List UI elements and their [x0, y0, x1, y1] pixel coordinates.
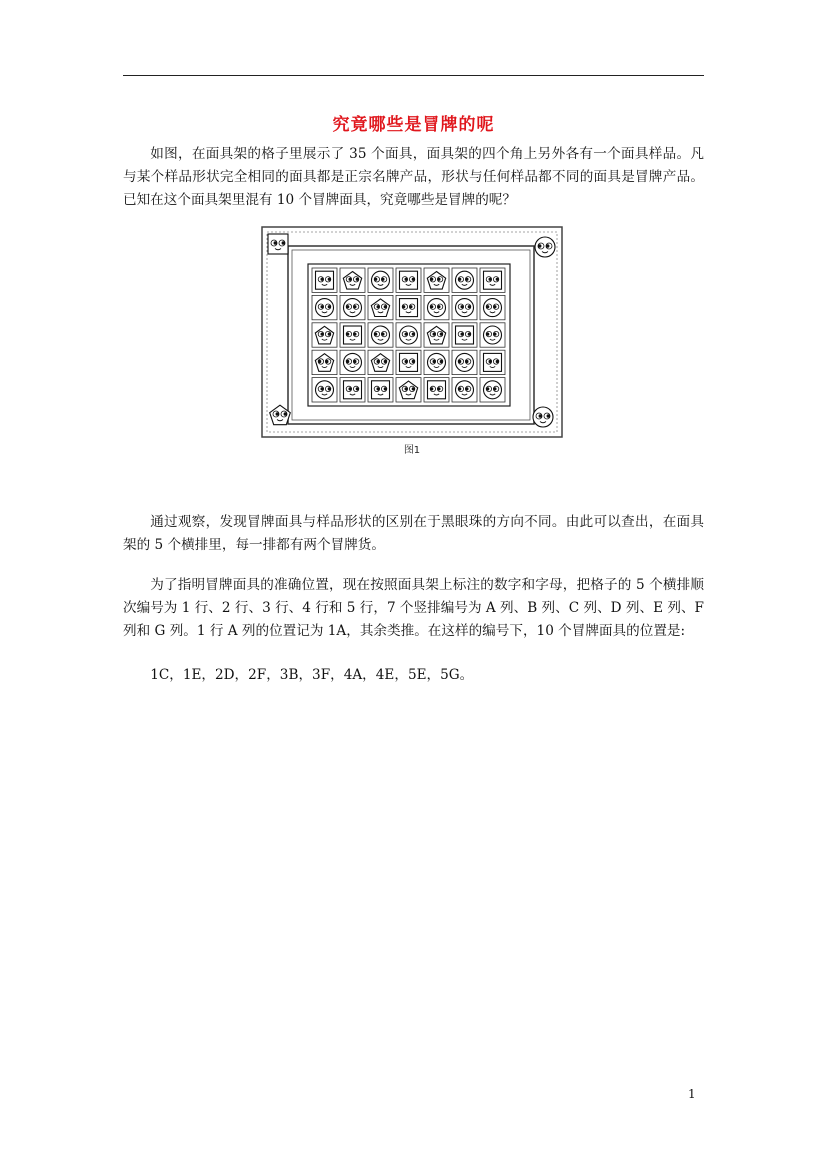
pupil — [458, 278, 461, 281]
paragraph-numbering: 为了指明冒牌面具的准确位置，现在按照面具架上标注的数字和字母，把格子的 5 个横排顺次编号为 1 行、2 行、3 行、4 行和 5 行，7 个竖排编号为 A 列、B 列、C 列、D 列、E 列、F 列和 G 列。1 行 A 列的位置记为 1A，其余类推。在这样的编号下，10 个冒牌面具的位置是: — [123, 577, 704, 639]
pupil — [374, 332, 377, 335]
figure-caption: 图1 — [403, 445, 421, 456]
pupil — [496, 278, 499, 281]
mask-face — [428, 353, 446, 371]
pupil — [356, 278, 359, 281]
pupil — [381, 332, 384, 335]
mask-rack-figure — [258, 224, 566, 460]
pupil — [486, 387, 489, 390]
pupil — [412, 278, 415, 281]
pupil — [412, 332, 415, 335]
pupil — [460, 305, 463, 308]
mask-face — [484, 271, 502, 289]
pupil — [376, 387, 379, 390]
mask-face — [400, 326, 418, 344]
pupil — [432, 332, 435, 335]
mask-face — [372, 271, 390, 289]
sample-mask-top-right — [535, 237, 555, 257]
pupil — [538, 244, 542, 248]
sample-mask-top-left — [268, 234, 288, 254]
pupil — [404, 278, 407, 281]
mask-face — [316, 381, 334, 399]
pupil — [320, 278, 323, 281]
pupil — [488, 278, 491, 281]
pupil — [320, 305, 323, 308]
pupil — [346, 332, 349, 335]
pupil — [488, 360, 491, 363]
pupil — [465, 360, 468, 363]
mask-face — [372, 381, 390, 399]
mask-face — [456, 381, 474, 399]
pupil — [493, 332, 496, 335]
pupil — [384, 387, 387, 390]
pupil — [318, 360, 321, 363]
pupil — [276, 412, 280, 416]
mask-face — [344, 353, 362, 371]
pupil — [284, 412, 288, 416]
pupil — [346, 360, 349, 363]
pupil — [440, 360, 443, 363]
sample-mask-bottom-left — [270, 405, 291, 425]
page-number: 1 — [688, 1087, 696, 1101]
sample-mask-bottom-right — [533, 407, 553, 427]
pupil — [539, 414, 543, 418]
pupil — [409, 305, 412, 308]
pupil — [412, 360, 415, 363]
pupil — [547, 414, 551, 418]
pupil — [353, 360, 356, 363]
pupil — [486, 332, 489, 335]
pupil — [404, 387, 407, 390]
pupil — [328, 332, 331, 335]
mask-face — [484, 326, 502, 344]
pupil — [374, 278, 377, 281]
pupil — [460, 332, 463, 335]
pupil — [328, 305, 331, 308]
pupil — [404, 332, 407, 335]
mask-face — [344, 381, 362, 399]
pupil — [432, 360, 435, 363]
mask-face — [344, 326, 362, 344]
pupil — [430, 305, 433, 308]
pupil — [465, 387, 468, 390]
mask-face — [316, 299, 334, 317]
pupil — [430, 278, 433, 281]
pupil — [381, 278, 384, 281]
pupil — [348, 278, 351, 281]
pupil — [468, 305, 471, 308]
pupil — [325, 360, 328, 363]
pupil — [320, 332, 323, 335]
pupil — [496, 360, 499, 363]
pupil — [384, 305, 387, 308]
mask-face — [456, 271, 474, 289]
pupil — [348, 387, 351, 390]
mask-face — [456, 353, 474, 371]
mask-face — [400, 271, 418, 289]
pupil — [402, 305, 405, 308]
mask-face — [316, 271, 334, 289]
pupil — [356, 387, 359, 390]
mask-face — [484, 299, 502, 317]
paragraph-observation: 通过观察，发现冒牌面具与样品形状的区别在于黑眼珠的方向不同。由此可以查出，在面具架的 5 个横排里，每一排都有两个冒牌货。 — [123, 514, 704, 553]
pupil — [546, 244, 550, 248]
pupil — [437, 305, 440, 308]
mask-face — [372, 326, 390, 344]
paragraph-answer: 1C，1E，2D，2F，3B，3F，4A，4E，5E，5G。 — [150, 667, 474, 683]
header-rule — [123, 75, 704, 76]
mask-face — [428, 381, 446, 399]
mask-face — [428, 299, 446, 317]
pupil — [404, 360, 407, 363]
pupil — [458, 387, 461, 390]
pupil — [440, 332, 443, 335]
paragraph-intro: 如图，在面具架的格子里展示了 35 个面具，面具架的四个角上另外各有一个面具样品。凡与某个样品形状完全相同的面具都是正宗名牌产品，形状与任何样品都不同的面具是冒牌产品。已知在这个面具架里混有 10 个冒牌面具，究竟哪些是冒牌的呢？ — [123, 146, 704, 208]
mask-face — [484, 381, 502, 399]
mask-face — [400, 353, 418, 371]
pupil — [437, 387, 440, 390]
pupil — [384, 360, 387, 363]
pupil — [493, 305, 496, 308]
pupil — [320, 387, 323, 390]
mask-face — [456, 326, 474, 344]
mask-face — [484, 353, 502, 371]
pupil — [458, 360, 461, 363]
mask-face — [456, 299, 474, 317]
mask-face — [344, 299, 362, 317]
pupil — [437, 278, 440, 281]
pupil — [430, 387, 433, 390]
pupil — [274, 241, 278, 245]
pupil — [353, 332, 356, 335]
pupil — [465, 278, 468, 281]
pupil — [376, 305, 379, 308]
mask-face — [400, 299, 418, 317]
pupil — [376, 360, 379, 363]
pupil — [328, 278, 331, 281]
pupil — [486, 305, 489, 308]
pupil — [353, 305, 356, 308]
document-title: 究竟哪些是冒牌的呢 — [332, 115, 495, 135]
pupil — [346, 305, 349, 308]
pupil — [493, 387, 496, 390]
pupil — [282, 241, 286, 245]
pupil — [328, 387, 331, 390]
pupil — [468, 332, 471, 335]
pupil — [412, 387, 415, 390]
